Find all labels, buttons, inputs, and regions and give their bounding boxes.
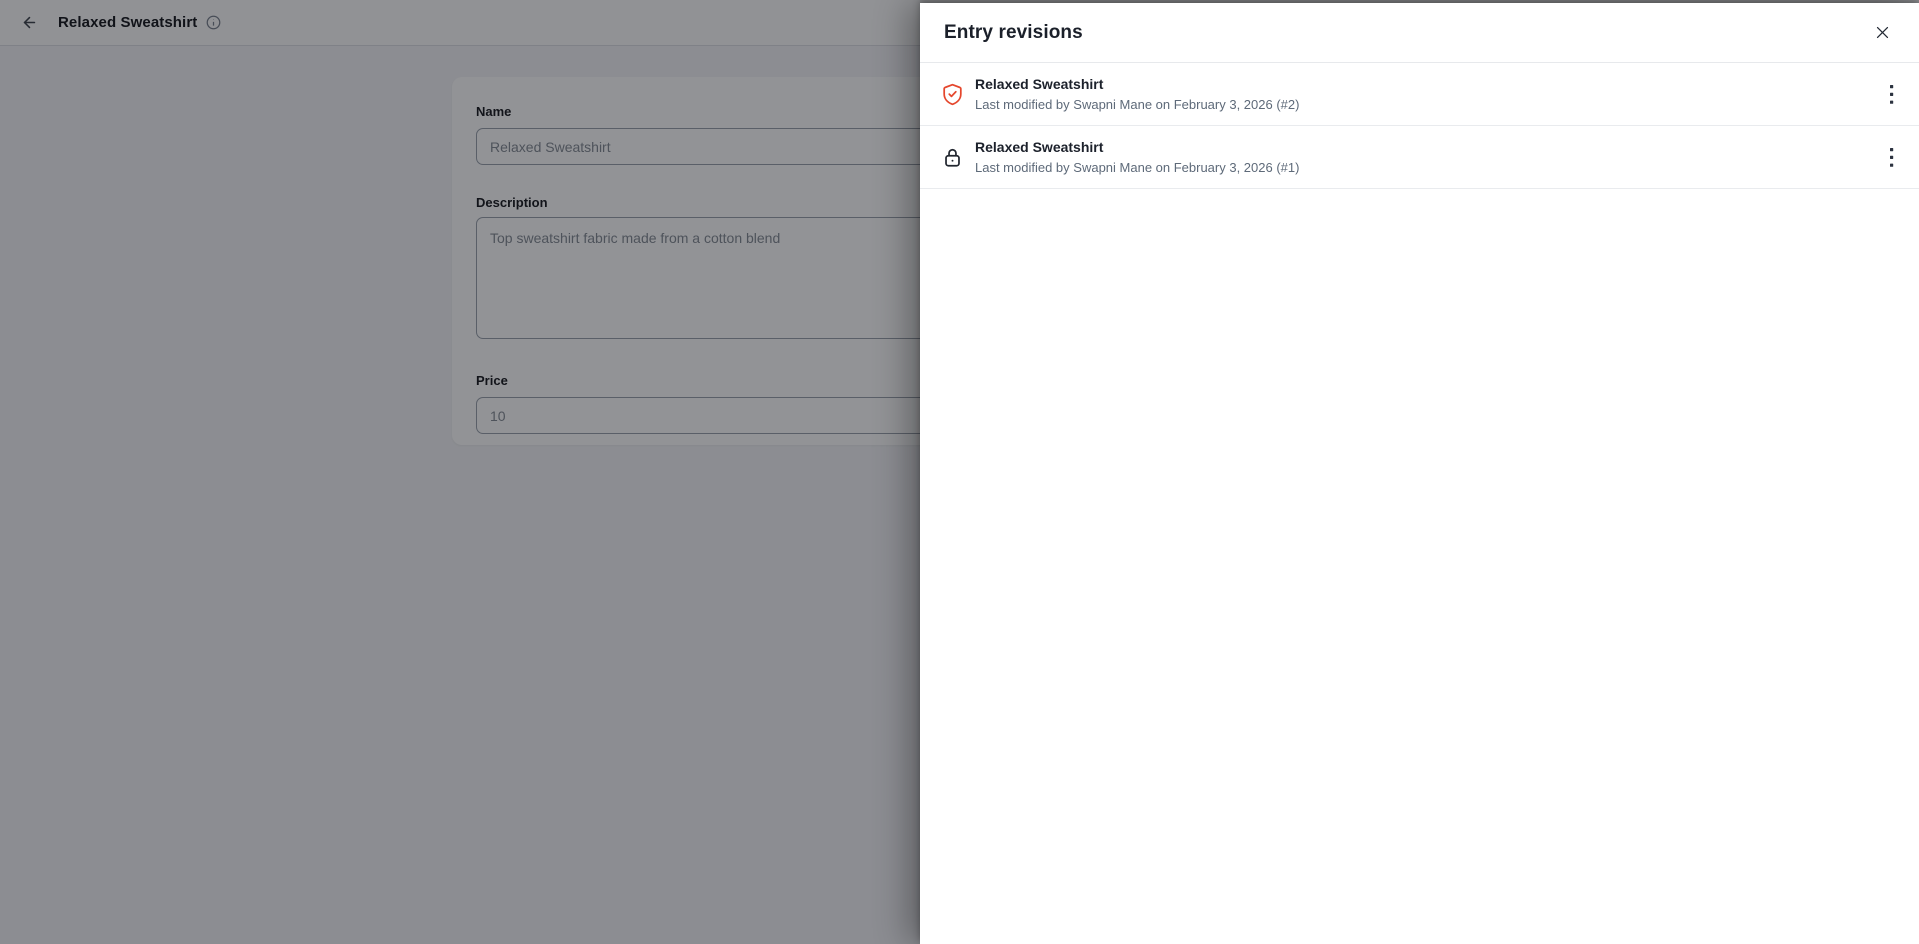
lock-icon [941,147,963,168]
close-button[interactable] [1867,18,1897,48]
kebab-menu-icon [1889,84,1894,105]
drawer-title: Entry revisions [944,21,1083,43]
kebab-menu-icon [1889,147,1894,168]
revision-texts [975,139,1865,175]
revision-row-locked[interactable] [920,126,1919,189]
drawer-header [920,3,1919,63]
page-title: Relaxed Sweatshirt [58,14,198,31]
description-label: Description [476,195,548,210]
close-icon [1874,24,1891,41]
entry-revisions-drawer [920,3,1919,944]
revision-meta: Last modified by Swapni Mane on February 3, 2026 (#2) [975,96,1300,112]
revision-list [920,63,1919,944]
revision-texts [975,76,1865,112]
revision-menu-button[interactable] [1877,140,1905,174]
revision-meta: Last modified by Swapni Mane on February 3, 2026 (#1) [975,159,1300,175]
revision-row-latest[interactable] [920,63,1919,126]
revision-title: Relaxed Sweatshirt [975,138,1104,155]
revision-title: Relaxed Sweatshirt [975,75,1104,92]
name-label: Name [476,104,512,119]
price-label: Price [476,373,508,388]
shield-check-icon [941,83,963,106]
revision-menu-button[interactable] [1877,77,1905,111]
